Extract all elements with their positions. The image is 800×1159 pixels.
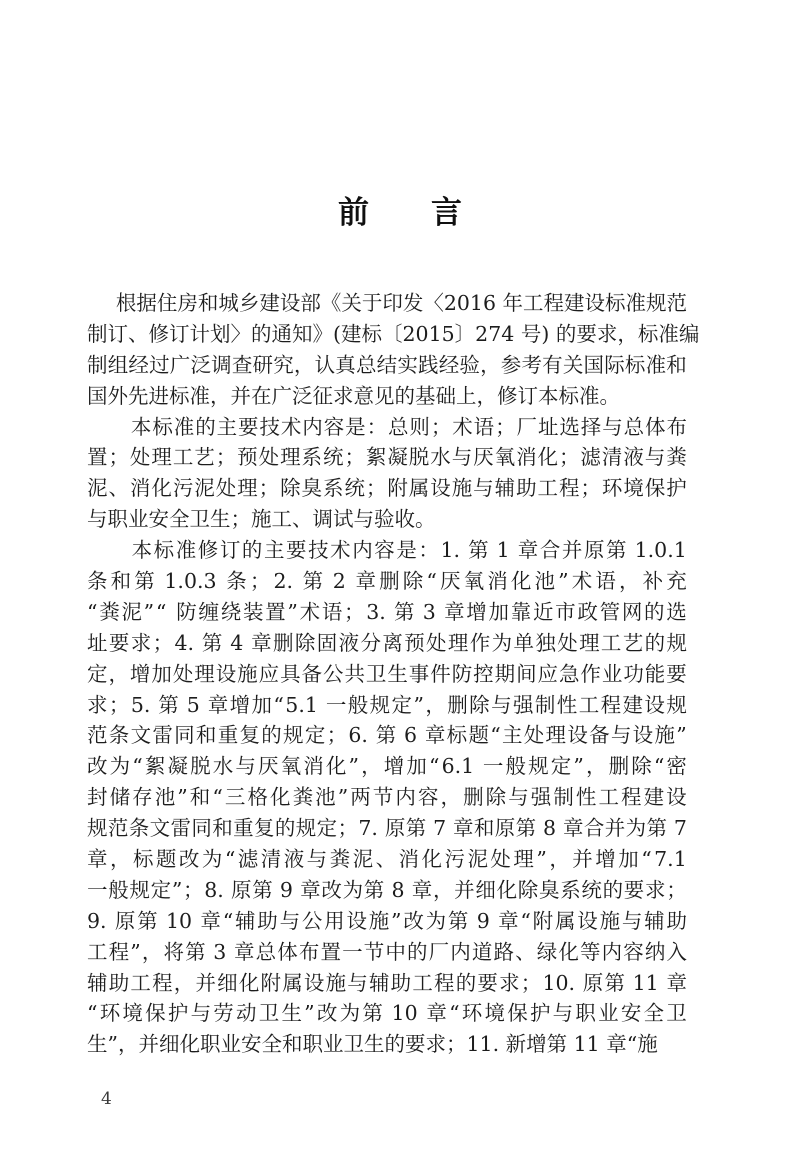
text-line: 工 程 ” ， 将 第 3 章 总 体 布 置 一 节 中 的 厂 内 道 路 、 绿 化 等 内 容 纳 入 — [87, 939, 687, 964]
text-line: 置 ； 处 理 工 艺 ； 预 处 理 系 统 ； 絮 凝 脱 水 与 厌 氧 消 化 ； 滤 清 液 与 粪 — [87, 445, 687, 470]
text-line: 辅 助 工 程 ， 并 细 化 附 属 设 施 与 辅 助 工 程 的 要 求 ； 10. 原 第 11 章 — [87, 970, 687, 995]
text-line: 改 为 “ 絮 凝 脱 水 与 厌 氧 消 化 ” ， 增 加 “ 6.1 一 般 规 定 ” ， 删 除 “ 密 — [87, 754, 687, 779]
text-line: 生 ” ， 并 细 化 职 业 安 全 和 职 业 卫 生 的 要 求 ； 11. 新 增 第 11 章 “ 施 — [87, 1032, 658, 1057]
text-line: 规 范 条 文 雷 同 和 重 复 的 规 定 ； 7. 原 第 7 章 和 原 第 8 章 合 并 为 第 7 — [87, 816, 687, 841]
text-line: 泥 、 消 化 污 泥 处 理 ； 除 臭 系 统 ； 附 属 设 施 与 辅 助 工 程 ； 环 境 保 护 — [87, 476, 687, 501]
page-title: 前 言 — [338, 195, 462, 231]
text-line: 国 外 先 进 标 准 ， 并 在 广 泛 征 求 意 见 的 基 础 上 ， 修 订 本 标 准 。 — [87, 383, 620, 408]
text-line: 与 职 业 安 全 卫 生 ； 施 工 、 调 试 与 验 收 。 — [87, 507, 436, 532]
page-number: 4 — [101, 1089, 112, 1109]
text-line: 求 ； 5. 第 5 章 增 加 “ 5.1 一 般 规 定 ” ， 删 除 与 强 制 性 工 程 建 设 规 — [87, 692, 687, 717]
text-line: 一 般 规 定 ” ； 8. 原 第 9 章 改 为 第 8 章 ， 并 细 化 除 臭 系 统 的 要 求 ； — [87, 877, 687, 902]
paragraph-3 — [87, 533, 687, 1058]
text-line: 封 储 存 池 ” 和 “ 三 格 化 粪 池 ” 两 节 内 容 ， 删 除 与 强 制 性 工 程 建 设 — [87, 785, 687, 810]
text-line: 制 订 、 修 订 计 划 〉 的 通 知 》 ( 建 标 〔 2015 〕 274 号 ) 的 要 求 ， 标 准 编 — [87, 321, 700, 346]
text-line: 址 要 求 ； 4. 第 4 章 删 除 固 液 分 离 预 处 理 作 为 单 独 处 理 工 艺 的 规 — [87, 630, 687, 655]
text-line: 根 据 住 房 和 城 乡 建 设 部 《 关 于 印 发 〈 2016 年 工 程 建 设 标 准 规 范 — [115, 291, 687, 315]
text-line: 定 ， 增 加 处 理 设 施 应 具 备 公 共 卫 生 事 件 防 控 期 间 应 急 作 业 功 能 要 — [87, 661, 687, 686]
text-line: 章 ， 标 题 改 为 “ 滤 清 液 与 粪 泥 、 消 化 污 泥 处 理 ” ， 并 增 加 “ 7.1 — [87, 847, 687, 872]
text-line: “ 粪 泥 ” “ 防 缠 绕 装 置 ” 术 语 ； 3. 第 3 章 增 加 靠 近 市 政 管 网 的 选 — [87, 599, 687, 624]
text-line: “ 环 境 保 护 与 劳 动 卫 生 ” 改 为 第 10 章 “ 环 境 保 护 与 职 业 安 全 卫 — [87, 1001, 687, 1026]
document-body — [87, 286, 700, 1058]
text-line: 范 条 文 雷 同 和 重 复 的 规 定 ； 6. 第 6 章 标 题 “ 主 处 理 设 备 与 设 施 ” — [87, 723, 687, 748]
text-line: 本 标 准 修 订 的 主 要 技 术 内 容 是 ： 1. 第 1 章 合 并 原 第 1.0.1 — [131, 538, 687, 563]
text-line: 条 和 第 1.0.3 条 ； 2. 第 2 章 删 除 “ 厌 氧 消 化 池 ” 术 语 ， 补 充 — [87, 569, 687, 594]
paragraph-2 — [87, 410, 687, 534]
text-line: 9. 原 第 10 章 “ 辅 助 与 公 用 设 施 ” 改 为 第 9 章 “ 附 属 设 施 与 辅 助 — [87, 908, 687, 933]
text-line: 制 组 经 过 广 泛 调 查 研 究 ， 认 真 总 结 实 践 经 验 ， 参 考 有 关 国 际 标 准 和 — [87, 352, 687, 377]
paragraph-1 — [87, 286, 700, 410]
text-line: 本 标 准 的 主 要 技 术 内 容 是 ： 总 则 ； 术 语 ； 厂 址 选 择 与 总 体 布 — [130, 414, 687, 439]
